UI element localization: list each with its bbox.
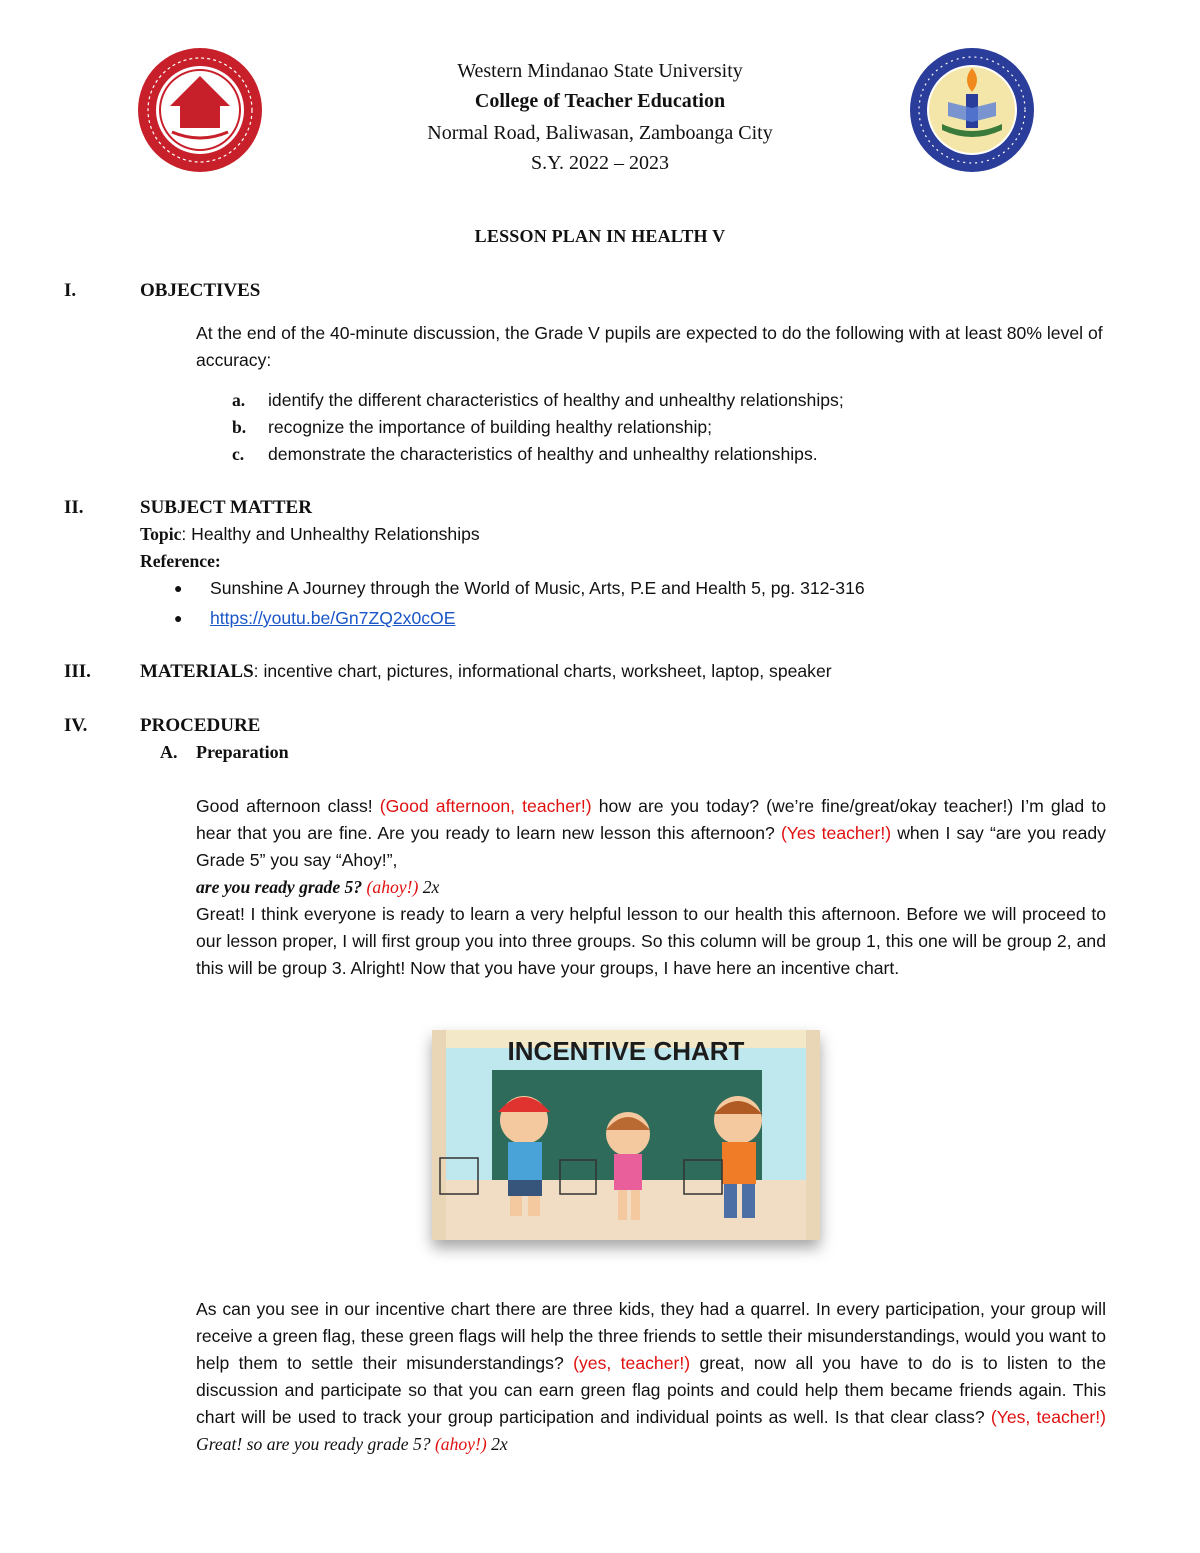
response-text: (ahoy!) [434, 1434, 487, 1454]
chant-repeat: 2x [418, 877, 440, 897]
topic-label: Topic [140, 524, 182, 544]
incentive-chart-image [432, 1030, 820, 1240]
text-run: when I say “are you ready Grade 5” you say “Ahoy!”, [196, 823, 1106, 870]
objective-letter: b. [232, 417, 247, 437]
text-run: great, now all you have to do is to listen to the discussion and participate so that you can earn green flag points and could help them became friends again. This chart will be used to track your group participation and individual points as well. Is that clear class? [196, 1353, 1106, 1427]
section-number: IV. [64, 715, 88, 736]
text-run: Good afternoon class! [196, 796, 380, 816]
chant-line [196, 874, 1106, 901]
materials-list: : incentive chart, pictures, informational charts, worksheet, laptop, speaker [253, 661, 832, 681]
objectives-intro: At the end of the 40-minute discussion, the Grade V pupils are expected to do the following with at least 80% level of accuracy: [196, 323, 1103, 370]
section-heading: MATERIALS [140, 661, 254, 682]
objective-text: recognize the importance of building healthy relationship; [268, 417, 713, 437]
preparation-paragraph-3 [196, 1296, 1106, 1458]
subsection-letter: A. [160, 742, 178, 762]
text-run: 2x [486, 1434, 508, 1454]
text-run: Great! so are you ready grade 5? [196, 1434, 435, 1454]
objective-letter: c. [232, 444, 245, 464]
objective-text: demonstrate the characteristics of healthy and unhealthy relationships. [268, 444, 818, 464]
college-name: College of Teacher Education [474, 90, 726, 112]
response-text: (ahoy!) [366, 877, 419, 897]
section-heading: OBJECTIVES [140, 280, 261, 301]
chart-title: INCENTIVE CHART [507, 1036, 745, 1066]
bullet-icon: ● [174, 582, 183, 597]
university-name: Western Mindanao State University [457, 60, 743, 82]
objective-text: identify the different characteristics of healthy and unhealthy relationships; [268, 390, 844, 410]
response-text: (Good afternoon, teacher!) [379, 796, 592, 816]
subsection-heading: Preparation [196, 742, 289, 762]
text-run: As can you see in our incentive chart there are three kids, they had a quarrel. In every participation, your group will receive a green flag, these green flags will help the three friends to settle their misunderstandings, would you want to help them to settle their misunderstandings? [196, 1299, 1106, 1373]
reference-item: Sunshine A Journey through the World of Music, Arts, P.E and Health 5, pg. 312-316 [210, 578, 865, 598]
text-run: how are you today? (we’re fine/great/okay teacher!) I’m glad to hear that you are fine. Are you ready to learn new lesson this afternoon? [196, 796, 1106, 843]
response-text: (Yes teacher!) [780, 823, 892, 843]
preparation-paragraph-2: Great! I think everyone is ready to learn a very helpful lesson to our health this afternoon. Before we will proceed to our lesson proper, I will first group you into three groups. So this column will be group 1, this one will be group 2, and this will be group 3. Alright! Now that you have your groups, I have here an incentive chart. [196, 904, 1106, 978]
address: Normal Road, Baliwasan, Zamboanga City [427, 122, 773, 144]
section-number: II. [64, 497, 84, 518]
preparation-paragraph-1 [196, 793, 1106, 874]
bullet-icon: ● [174, 612, 183, 627]
topic-line [140, 524, 480, 545]
topic-value: : Healthy and Unhealthy Relationships [181, 524, 480, 544]
section-heading: PROCEDURE [140, 715, 261, 736]
section-number: I. [64, 280, 77, 301]
objective-letter: a. [232, 390, 246, 410]
chant-text: are you ready grade 5? [196, 877, 367, 897]
response-text: (Yes, teacher!) [990, 1407, 1106, 1427]
reference-link[interactable]: https://youtu.be/Gn7ZQ2x0cOE [210, 608, 456, 628]
materials-line [140, 661, 832, 683]
school-year: S.Y. 2022 – 2023 [531, 152, 669, 174]
reference-label: Reference: [140, 551, 221, 571]
section-heading: SUBJECT MATTER [140, 497, 312, 518]
response-text: (yes, teacher!) [573, 1353, 691, 1373]
incentive-chart-illustration [432, 1030, 820, 1240]
page-title: LESSON PLAN IN HEALTH V [474, 226, 726, 246]
section-number: III. [64, 661, 91, 682]
